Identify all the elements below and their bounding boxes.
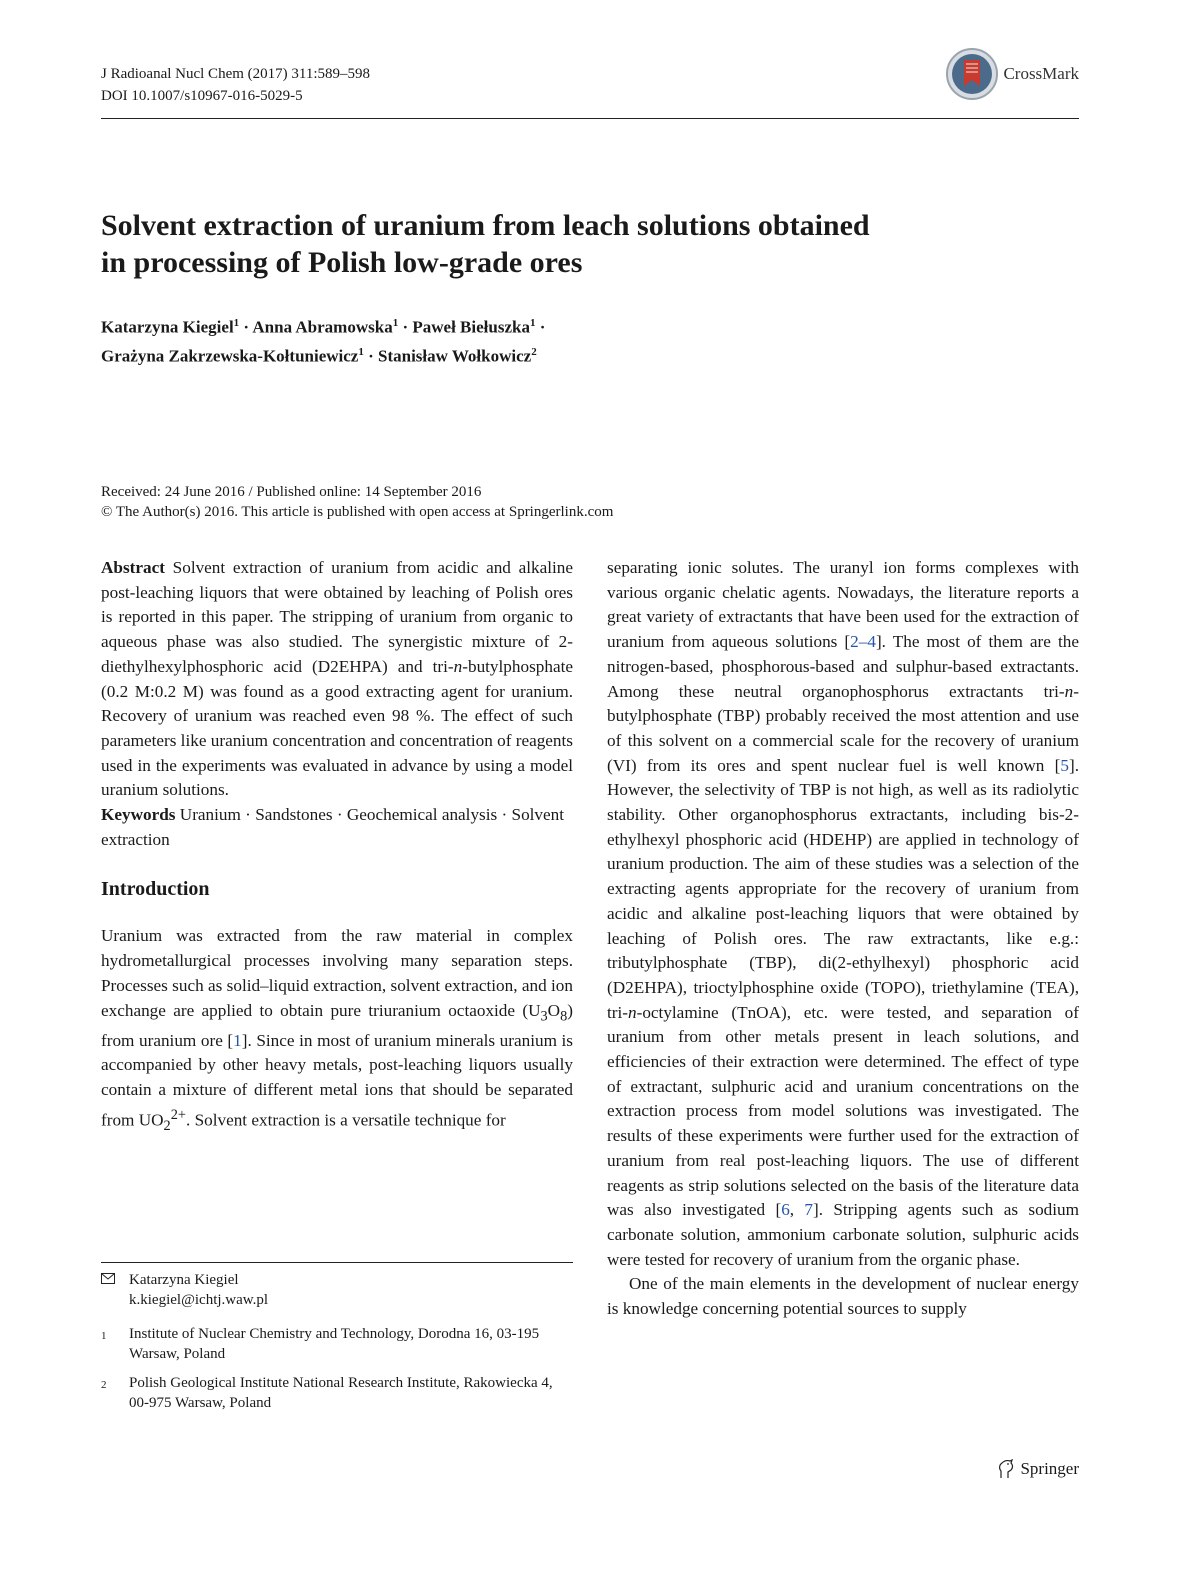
keywords-label: Keywords [101,805,176,825]
footnotes [101,1270,573,1422]
corresponding-author [101,1270,573,1310]
subscript: 8 [560,1007,568,1024]
abstract-text: -butylphosphate (0.2 M:0.2 M) was found as a good extracting agent for uranium. Recovery of uranium was reached even 98 %. The effect of such parameters like uranium concentration and concentration of reagents used in the experiments was evaluated in advance by using a model uranium solutions. [101,656,573,800]
footnote-divider [101,1262,573,1263]
citation-link[interactable]: 2–4 [850,632,876,652]
introduction-continued [607,556,1079,1272]
subscript: 3 [540,1007,548,1024]
keywords-text: Uranium · Sandstones · Geochemical analysis · Solvent extraction [101,805,565,849]
intro-text: ]. The most of them are the nitrogen-based, phosphorous-based and sulphur-based extractants. Among these neutral organophosphorus extractants tri- [607,632,1079,701]
article-title [101,207,1001,281]
citation-link[interactable]: 1 [233,1030,242,1050]
author-name[interactable]: Anna Abramowska [252,317,393,337]
affiliation-text: Institute of Nuclear Chemistry and Technology, Dorodna 16, 03-195 Warsaw, Poland [129,1326,540,1362]
doi-link[interactable]: DOI 10.1007/s10967-016-5029-5 [101,88,303,104]
intro-text: -butylphosphate (TBP) probably received the most attention and use of this solvent on a commercial scale for the recovery of uranium (VI) from its ores and spent nuclear fuel is well known [ [607,681,1079,775]
intro-text: O [547,1000,561,1020]
abstract-label: Abstract [101,558,165,577]
intro-text: ]. However, the selectivity of TBP is not high, as well as its radiolytic stability. Other organophosphorus extractants, including bis-2-ethylhexyl phosphoric acid (HDEHP) are applied in technology of uranium production. The aim of these studies was a selection of the extracting agents appropriate for the recovery of uranium from acidic and alkaline post-leaching liquors that were obtained by leaching of Polish ores. The raw extractants, like e.g.: tributylphosphate (TBP), di(2-ethylhexyl) phosphoric acid (D2EHPA), trioctylphosphine oxide (TOPO), triethylamine (TEA), tri- [607,755,1079,1022]
italic-n: n [1064,681,1074,701]
author-name[interactable]: Paweł Biełuszka [412,317,530,337]
author-separator: · [368,346,374,366]
intro-text: , [789,1200,805,1220]
abstract-text: Solvent extraction of uranium from acidic and alkaline post-leaching liquors that were obtained by leaching of Polish ores is reported in this paper. The stripping of uranium from organic to aqueous phase was also studied. The synergistic mixture of 2-diethylhexylphosphoric acid (D2EHPA) and tri- [101,558,573,676]
affiliation-mark: 1 [529,317,536,329]
crossmark-badge[interactable] [945,47,1079,101]
intro-text: Uranium was extracted from the raw material in complex hydrometallurgical processes involving many separation steps. Processes such as solid–liquid extraction, solvent extraction, and ion exchange are applied to obtain pure triuranium octaoxide (U [101,926,573,1020]
affiliation-2 [101,1373,573,1413]
keywords [101,803,573,852]
introduction-heading: Introduction [101,878,210,901]
author-name[interactable]: Stanisław Wołkowicz [378,346,532,366]
author-separator: · [402,317,409,337]
publication-dates [101,482,1001,522]
affiliation-number: 2 [101,1379,107,1391]
affiliation-mark: 1 [233,317,240,329]
affiliation-number: 1 [101,1330,107,1342]
springer-horse-icon [997,1459,1015,1479]
received-published-line: Received: 24 June 2016 / Published online: 14 September 2016 [101,484,482,500]
introduction-paragraph-2: One of the main elements in the development of nuclear energy is knowledge concerning potential sources to supply [607,1274,1079,1319]
publisher-logo [997,1459,1079,1479]
intro-text: ]. Stripping agents such as sodium carbonate solution, ammonium carbonate solution, sulphuric acids were tested for recovery of uranium from the organic phase. [607,1200,1079,1269]
journal-citation: J Radioanal Nucl Chem (2017) 311:589–598 [101,66,370,82]
author-separator: · [539,317,546,337]
superscript: 2+ [170,1106,186,1123]
author-list [101,311,1001,368]
italic-n: n [453,656,463,676]
intro-text: ]. Since in most of uranium minerals uranium is accompanied by other heavy metals, post-leaching liquors usually contain a mixture of different metal ions that should be separated from UO [101,1030,573,1130]
author-separator: · [243,317,250,337]
abstract [101,556,573,803]
citation-link[interactable]: 5 [1060,755,1069,775]
contact-email[interactable]: k.kiegiel@ichtj.waw.pl [129,1292,269,1308]
italic-n: n [628,1002,637,1022]
affiliation-mark: 2 [531,345,537,358]
copyright-line: © The Author(s) 2016. This article is published with open access at Springerlink.com [101,504,614,520]
intro-text: -octylamine (TnOA), etc. were tested, and separation of uranium from other metals present in leach solutions, and efficiencies of their extraction were determined. The effect of type of extractant, sulphuric acid and uranium concentrations on the extraction process from model solutions was investigated. The results of these experiments were further used for the extraction of uranium from real post-leaching liquors. The use of different reagents as strip solutions selected on the basis of the literature data was also investigated [ [607,1002,1079,1220]
envelope-icon [101,1270,129,1310]
left-column [101,556,573,1139]
journal-header [101,63,1079,119]
title-line-1: Solvent extraction of uranium from leach solutions obtained [101,209,870,242]
affiliation-mark: 1 [392,317,399,329]
intro-text: . Solvent extraction is a versatile technique for [185,1110,506,1130]
right-column [607,556,1079,1322]
publisher-name: Springer [1020,1459,1079,1478]
affiliation-mark: 1 [358,345,364,358]
contact-name: Katarzyna Kiegiel [129,1272,239,1288]
intro-text: ) from uranium ore [ [101,1000,573,1050]
author-name[interactable]: Katarzyna Kiegiel [101,317,234,337]
affiliation-text: Polish Geological Institute National Research Institute, Rakowiecka 4, 00-975 Warsaw, Poland [129,1375,553,1411]
citation-link[interactable]: 6 [781,1200,790,1220]
intro-text: separating ionic solutes. The uranyl ion forms complexes with various organic chelatic agents. Nowadays, the literature reports a great variety of extractants that have been used for the extraction of uranium from aqueous solutions [ [607,558,1079,652]
title-line-2: in processing of Polish low-grade ores [101,246,583,279]
affiliation-1 [101,1324,573,1364]
crossmark-logo-icon [945,47,999,101]
citation-link[interactable]: 7 [804,1200,813,1220]
introduction-paragraph [101,924,573,1138]
author-name[interactable]: Grażyna Zakrzewska-Kołtuniewicz [101,346,359,366]
subscript: 2 [163,1117,171,1134]
crossmark-label: CrossMark [1003,64,1079,83]
